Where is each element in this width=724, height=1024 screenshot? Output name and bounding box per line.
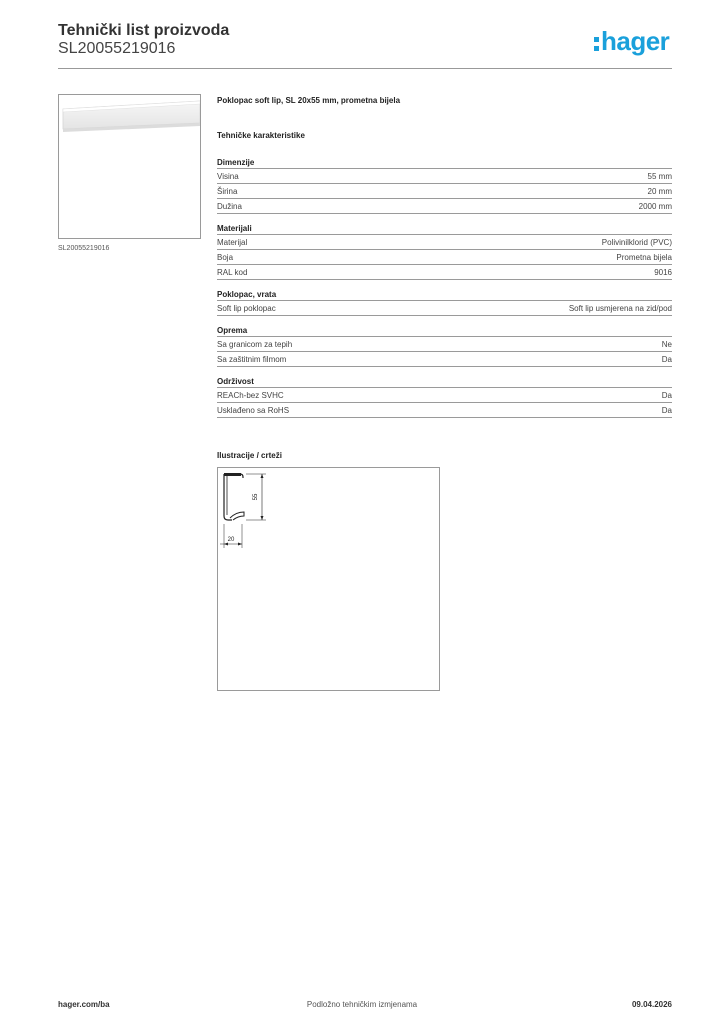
spec-value: Ne [661, 340, 672, 349]
spec-label: Sa granicom za tepih [217, 340, 293, 349]
page-title: Tehnički list proizvoda [58, 22, 230, 39]
section-oprema [217, 326, 672, 367]
spec-row [217, 199, 672, 214]
section-title: Održivost [217, 377, 672, 388]
header-divider [58, 68, 672, 69]
spec-row [217, 388, 672, 403]
spec-row [217, 235, 672, 250]
section-title: Dimenzije [217, 158, 672, 169]
spec-value: Da [661, 406, 672, 415]
spec-value: 20 mm [647, 187, 672, 196]
spec-label: Boja [217, 253, 234, 262]
section-odrzivost [217, 377, 672, 418]
section-materijali [217, 224, 672, 280]
spec-label: Materijal [217, 238, 248, 247]
technical-drawing [217, 467, 440, 691]
cover-profile-image-icon [59, 95, 200, 238]
section-poklopac [217, 290, 672, 316]
spec-label: Soft lip poklopac [217, 304, 276, 313]
hager-logo[interactable] [594, 26, 669, 57]
footer-website[interactable]: hager.com/ba [58, 1000, 110, 1009]
section-title: Poklopac, vrata [217, 290, 672, 301]
spec-label: REACh-bez SVHC [217, 391, 284, 400]
spec-row [217, 169, 672, 184]
spec-row [217, 337, 672, 352]
spec-value: Da [661, 355, 672, 364]
dimension-height-label: 55 [253, 493, 259, 501]
spec-label: Usklađeno sa RoHS [217, 406, 290, 415]
spec-value: Polivinilklorid (PVC) [601, 238, 672, 247]
spec-row [217, 184, 672, 199]
illustrations-title: Ilustracije / crteži [217, 451, 282, 460]
spec-value: Soft lip usmjerena na zid/pod [568, 304, 672, 313]
footer-date: 09.04.2026 [631, 1000, 672, 1009]
tech-content [217, 96, 672, 418]
spec-value: Prometna bijela [616, 253, 672, 262]
tech-heading: Tehničke karakteristike [217, 131, 305, 140]
spec-row [217, 403, 672, 418]
spec-label: Visina [217, 172, 239, 181]
spec-row [217, 265, 672, 280]
spec-value: 55 mm [647, 172, 672, 181]
section-title: Oprema [217, 326, 672, 337]
product-name: Poklopac soft lip, SL 20x55 mm, prometna bijela [217, 96, 401, 105]
spec-value: 2000 mm [638, 202, 672, 211]
product-reference: SL20055219016 [58, 40, 176, 57]
footer-note: Podložno tehničkim izmjenama [306, 1000, 418, 1009]
section-title: Materijali [217, 224, 672, 235]
spec-label: Širina [217, 187, 238, 196]
spec-value: Da [661, 391, 672, 400]
thumbnail-caption: SL20055219016 [58, 245, 110, 252]
spec-label: Dužina [217, 202, 242, 211]
spec-row [217, 250, 672, 265]
spec-row [217, 301, 672, 316]
spec-row [217, 352, 672, 367]
logo-text: hager [601, 26, 670, 56]
logo-dots-icon [594, 37, 599, 51]
dimension-width-label: 20 [227, 537, 235, 543]
spec-label: RAL kod [217, 268, 248, 277]
cross-section-drawing-icon [218, 468, 439, 690]
section-dimenzije [217, 158, 672, 214]
spec-label: Sa zaštitnim filmom [217, 355, 287, 364]
product-thumbnail [58, 94, 201, 239]
spec-value: 9016 [654, 268, 672, 277]
